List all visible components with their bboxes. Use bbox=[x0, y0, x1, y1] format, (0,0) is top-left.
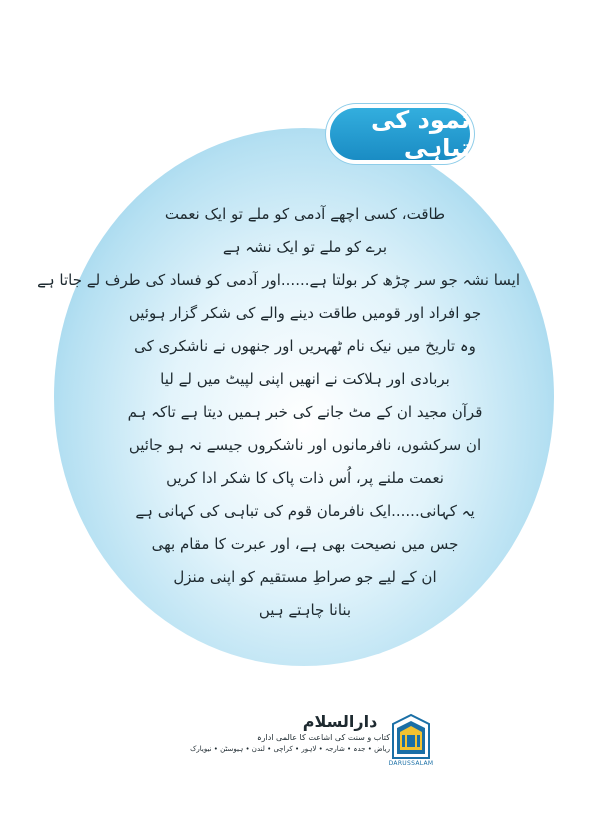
body-line: وہ تاریخ میں نیک نام ٹھہریں اور جنھوں نے ناشکری کی bbox=[134, 337, 476, 355]
body-line: قرآن مجید ان کے مٹ جانے کی خبر ہمیں دیتا ہے تاکہ ہم bbox=[127, 403, 483, 421]
body-line: طاقت، کسی اچھے آدمی کو ملے تو ایک نعمت bbox=[164, 205, 446, 223]
body-line: نعمت ملنے پر، اُس ذات پاک کا شکر ادا کریں bbox=[166, 469, 444, 487]
title-badge bbox=[330, 108, 470, 160]
publisher-block bbox=[190, 712, 390, 755]
body-line: ان سرکشوں، نافرمانوں اور ناشکروں جیسے نہ ہو جائیں bbox=[128, 436, 482, 454]
body-line: ان کے لیے جو صراطِ مستقیم کو اپنی منزل bbox=[173, 568, 437, 586]
body-line: یہ کہانی......ایک نافرمان قوم کی تباہی کی کہانی ہے bbox=[135, 502, 475, 520]
publisher-cities: ریاض • جدہ • شارجہ • لاہور • کراچی • لندن • ہیوسٹن • نیویارک bbox=[190, 745, 390, 753]
logo-caption: DARUSSALAM bbox=[388, 760, 434, 767]
publisher-tagline: کتاب و سنت کی اشاعت کا عالمی ادارہ bbox=[256, 733, 390, 742]
body-line: جس میں نصیحت بھی ہے، اور عبرت کا مقام بھی bbox=[151, 535, 459, 553]
body-line: جو افراد اور قومیں طاقت دینے والے کی شکر گزار ہوئیں bbox=[128, 304, 482, 322]
body-line: بنانا چاہتے ہیں bbox=[258, 601, 352, 619]
body-line: ایسا نشہ جو سر چڑھ کر بولتا ہے......اور آدمی کو فساد کی طرف لے جاتا ہے bbox=[37, 271, 520, 289]
body-line: بربادی اور ہلاکت نے انھیں اپنی لپیٹ میں لے لیا bbox=[160, 370, 450, 388]
body-line: برے کو ملے تو ایک نشہ ہے bbox=[222, 238, 388, 256]
publisher-logo-icon bbox=[389, 712, 433, 762]
publisher-name: دارالسلام bbox=[302, 712, 378, 731]
page-title: ثمود کی تباہی bbox=[370, 106, 470, 162]
body-text bbox=[37, 198, 520, 627]
